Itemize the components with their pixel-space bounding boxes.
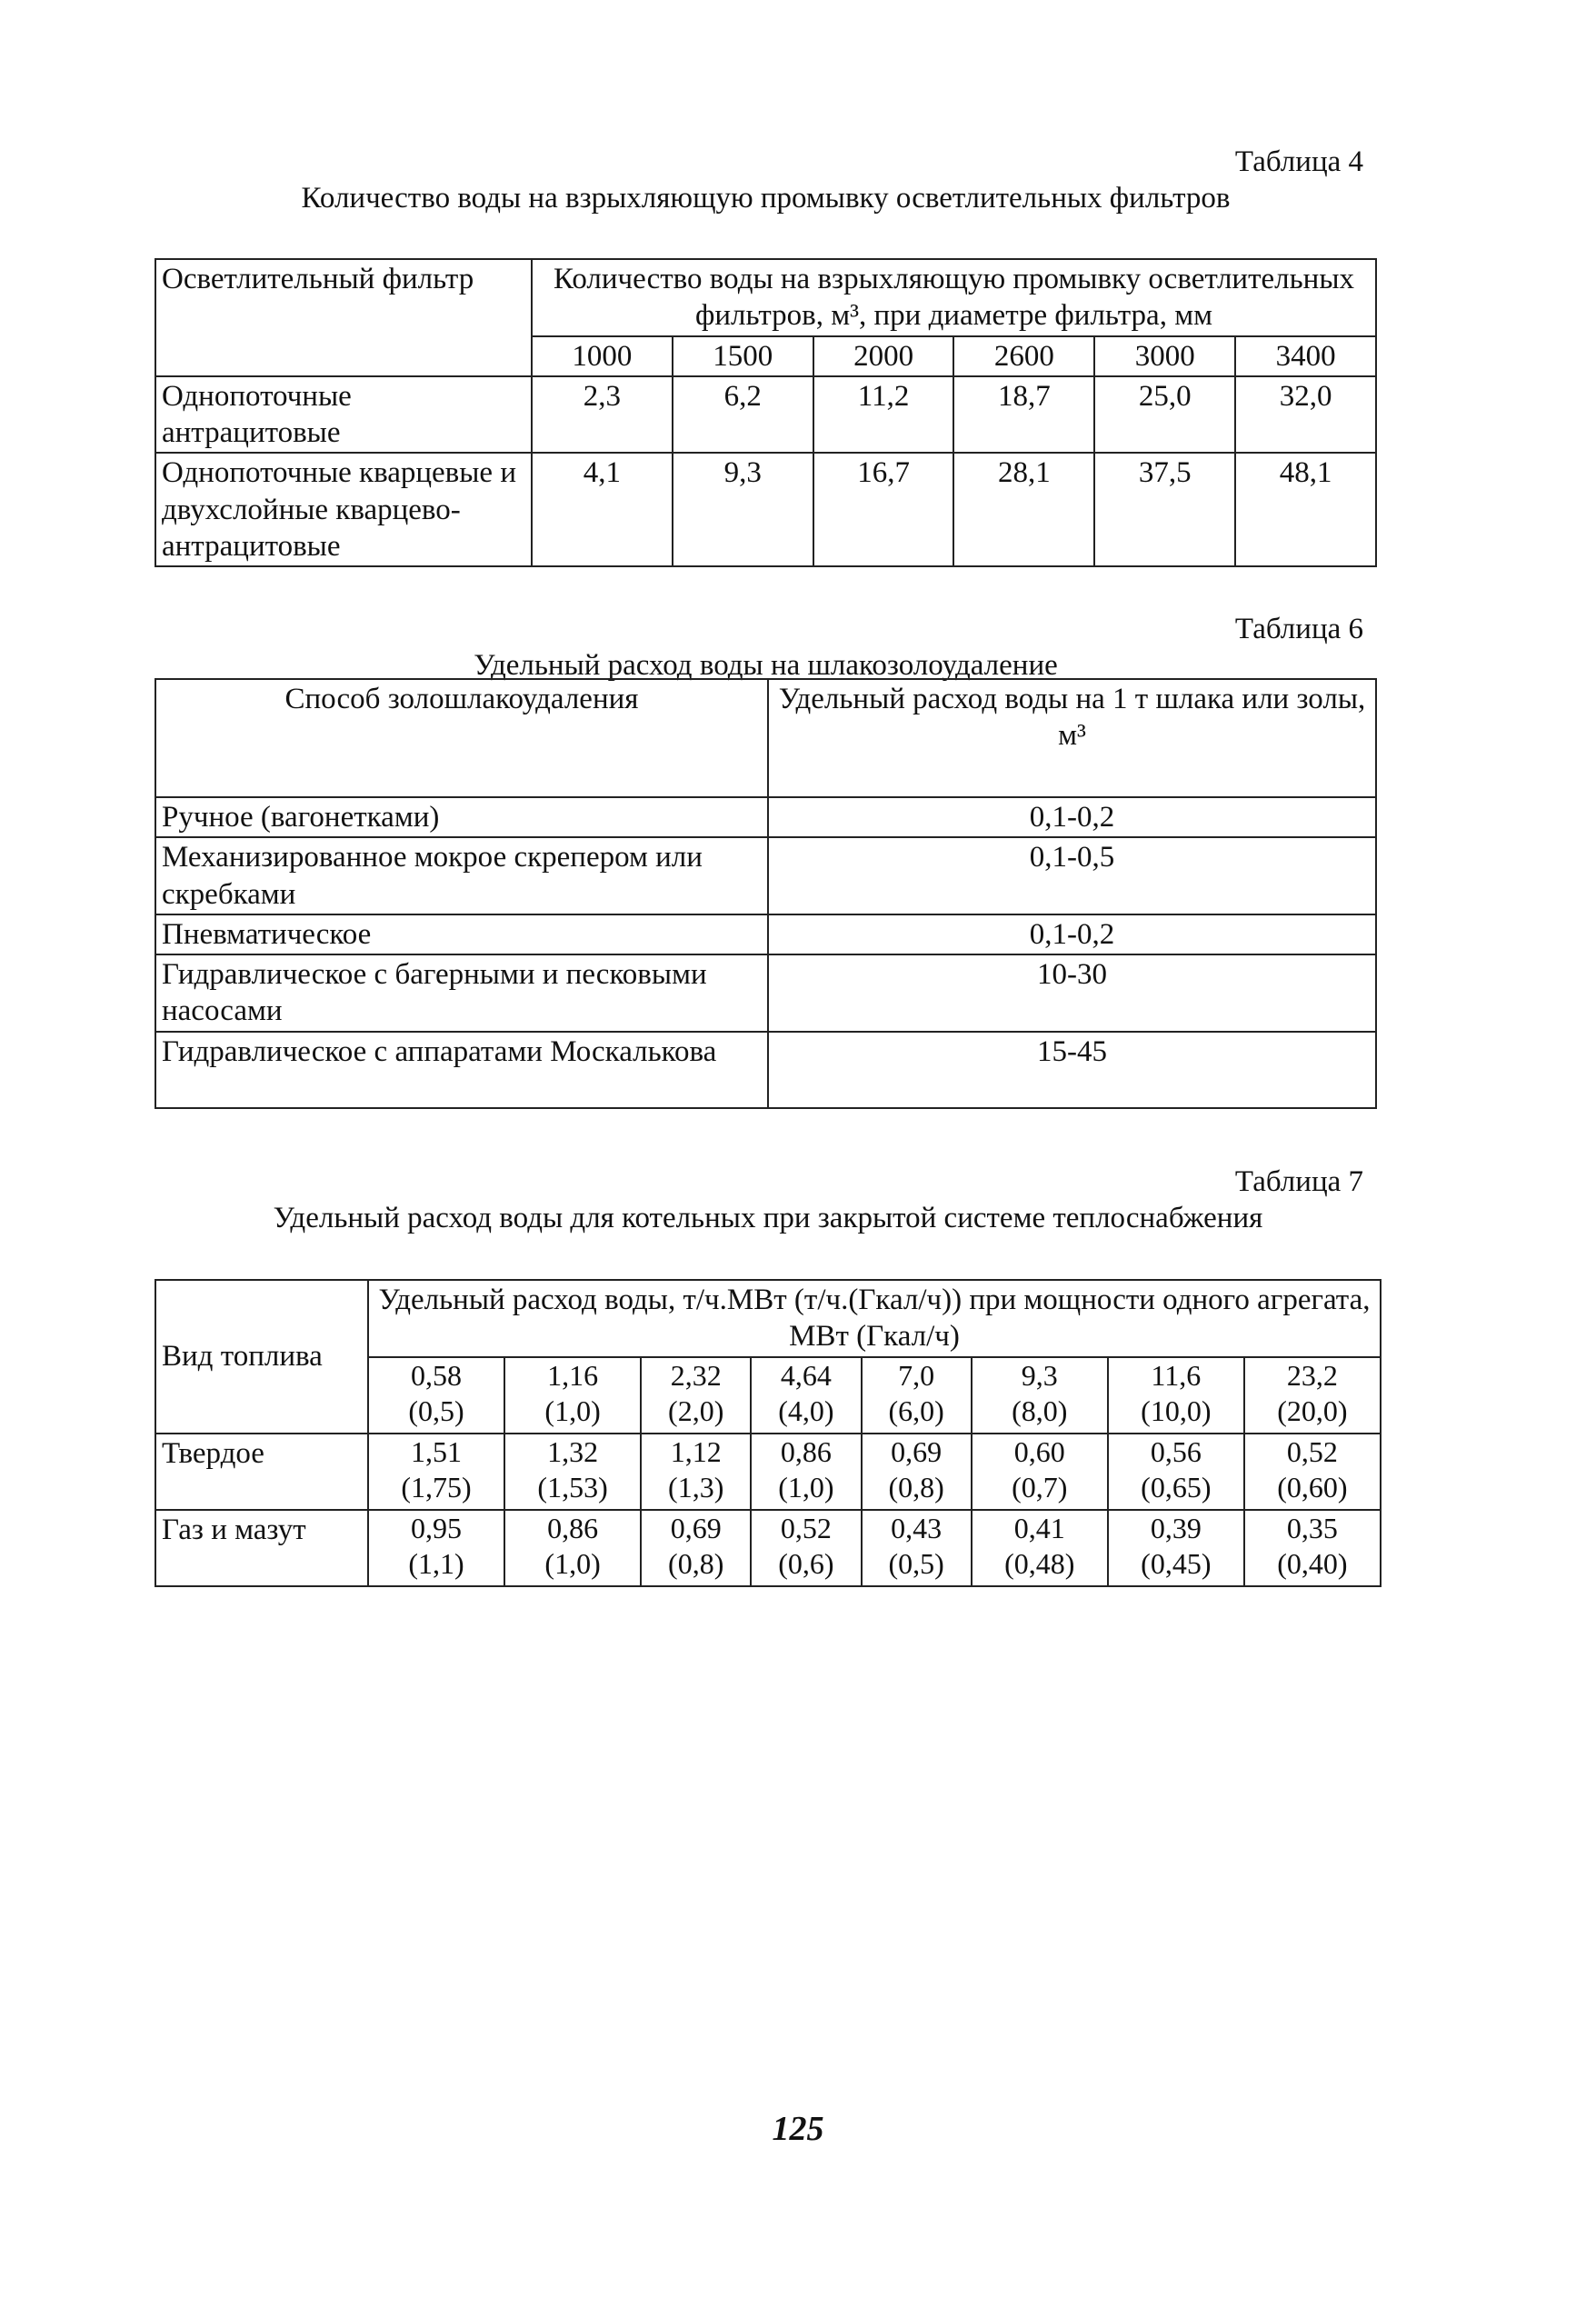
table6-row-label: Гидравлическое с аппаратами Москалькова [155,1032,768,1108]
table4-cell: 25,0 [1094,376,1235,454]
table7-header-fuel: Вид топлива [155,1280,368,1434]
table-row [155,837,1376,914]
cell-b: (1,0) [544,1546,601,1580]
table4-title: Количество воды на взрыхляющую промывку осветлительных фильтров [301,182,1231,215]
table4-cell: 28,1 [953,453,1094,566]
table7-cell [641,1510,751,1586]
power-mw: 0,58 [411,1358,463,1392]
cell-a: 1,12 [670,1434,722,1468]
power-gcal: (2,0) [668,1394,724,1427]
table4-diameter: 2000 [813,336,954,376]
table7-cell [504,1434,641,1510]
table7-title: Удельный расход воды для котельных при закрытой системе теплоснабжения [273,1202,1263,1234]
table7-cell [1244,1434,1381,1510]
table7-power [1244,1357,1381,1434]
table7-caption: Таблица 7 [1234,1165,1363,1198]
table7-cell [504,1510,641,1586]
table4-cell: 11,2 [813,376,954,454]
table4-cell: 32,0 [1235,376,1376,454]
table6-row-label: Гидравлическое с багерными и песковыми насосами [155,954,768,1032]
table7-cell [641,1434,751,1510]
table7-cell [972,1510,1108,1586]
cell-a: 1,51 [411,1434,463,1468]
table7-cell [972,1434,1108,1510]
table6-cell: 15-45 [768,1032,1376,1108]
table4-caption: Таблица 4 [1234,145,1363,178]
table4-cell: 4,1 [532,453,673,566]
table7-cell [751,1510,861,1586]
cell-a: 0,69 [891,1434,943,1468]
table7-power [862,1357,972,1434]
table7-cell [862,1434,972,1510]
power-mw: 9,3 [1021,1358,1058,1392]
table4 [155,258,1377,567]
table-row [155,1510,1381,1586]
cell-a: 0,43 [891,1511,943,1544]
table7-power [504,1357,641,1434]
cell-a: 0,86 [780,1434,832,1468]
power-gcal: (20,0) [1277,1394,1348,1427]
table4-cell: 16,7 [813,453,954,566]
power-mw: 2,32 [670,1358,722,1392]
table-row [155,914,1376,954]
table4-diameter: 3400 [1235,336,1376,376]
table-row [155,1032,1376,1108]
table4-row-label: Однопоточные антрацитовые [155,376,532,454]
cell-a: 0,52 [780,1511,832,1544]
power-mw: 1,16 [547,1358,599,1392]
cell-a: 0,52 [1286,1434,1338,1468]
table4-cell: 18,7 [953,376,1094,454]
table4-cell: 2,3 [532,376,673,454]
power-gcal: (0,5) [408,1394,464,1427]
table6-header-consumption: Удельный расход воды на 1 т шлака или золы, м³ [768,679,1376,797]
table6-header-method: Способ золошлакоудаления [155,679,768,797]
power-gcal: (4,0) [778,1394,834,1427]
table4-cell: 6,2 [673,376,813,454]
table7-power [1108,1357,1244,1434]
table6-caption: Таблица 6 [1234,613,1363,645]
cell-b: (1,3) [668,1470,724,1504]
table7-cell [751,1434,861,1510]
cell-b: (0,7) [1012,1470,1068,1504]
table6-cell: 0,1-0,2 [768,914,1376,954]
table7-cell [1244,1510,1381,1586]
cell-b: (1,53) [537,1470,608,1504]
power-mw: 7,0 [898,1358,935,1392]
cell-b: (1,1) [408,1546,464,1580]
power-mw: 23,2 [1286,1358,1338,1392]
page-number: 125 [772,2110,824,2148]
table4-cell: 48,1 [1235,453,1376,566]
table4-row-label: Однопоточные кварцевые и двухслойные кварцево-антрацитовые [155,453,532,566]
table4-header-filter: Осветлительный фильтр [155,259,532,376]
power-gcal: (8,0) [1012,1394,1068,1427]
cell-a: 0,56 [1150,1434,1202,1468]
cell-a: 0,35 [1286,1511,1338,1544]
table6-cell: 0,1-0,2 [768,797,1376,837]
cell-a: 1,32 [547,1434,599,1468]
cell-b: (0,48) [1004,1546,1075,1580]
table7-cell [368,1510,504,1586]
cell-b: (0,65) [1141,1470,1212,1504]
cell-a: 0,39 [1150,1511,1202,1544]
cell-b: (1,0) [778,1470,834,1504]
cell-b: (0,8) [668,1546,724,1580]
cell-b: (0,6) [778,1546,834,1580]
table6-cell: 0,1-0,5 [768,837,1376,914]
table-row [155,376,1376,454]
table6-title: Удельный расход воды на шлакозолоудаление [474,649,1058,682]
table7-power [641,1357,751,1434]
cell-b: (0,60) [1277,1470,1348,1504]
table-row [155,954,1376,1032]
power-gcal: (1,0) [544,1394,601,1427]
table4-header-group: Количество воды на взрыхляющую промывку осветлительных фильтров, м³, при диаметре фильтра, мм [532,259,1376,336]
table4-diameter: 3000 [1094,336,1235,376]
power-mw: 11,6 [1151,1358,1202,1392]
table7-cell [1108,1434,1244,1510]
cell-a: 0,60 [1013,1434,1065,1468]
cell-b: (0,45) [1141,1546,1212,1580]
table4-cell: 37,5 [1094,453,1235,566]
power-gcal: (6,0) [888,1394,944,1427]
table4-diameter: 1000 [532,336,673,376]
table6-row-label: Пневматическое [155,914,768,954]
cell-b: (0,40) [1277,1546,1348,1580]
table7-cell [862,1510,972,1586]
table6-cell: 10-30 [768,954,1376,1032]
table7-cell [1108,1510,1244,1586]
cell-a: 0,86 [547,1511,599,1544]
cell-b: (1,75) [401,1470,472,1504]
table-row [155,1434,1381,1510]
table7-row-label: Твердое [155,1434,368,1510]
table7-cell [368,1434,504,1510]
table4-cell: 9,3 [673,453,813,566]
table7-header-group: Удельный расход воды, т/ч.МВт (т/ч.(Гкал/ч)) при мощности одного агрегата, МВт (Гкал/ч) [368,1280,1381,1357]
table6 [155,678,1377,1109]
table4-diameter: 2600 [953,336,1094,376]
table7-power [972,1357,1108,1434]
table7-power [751,1357,861,1434]
table7-power [368,1357,504,1434]
table-row [155,453,1376,566]
table6-row-label: Механизированное мокрое скрепером или скребками [155,837,768,914]
table7-row-label: Газ и мазут [155,1510,368,1586]
table6-row-label: Ручное (вагонетками) [155,797,768,837]
table7 [155,1279,1382,1587]
cell-b: (0,8) [888,1470,944,1504]
cell-b: (0,5) [888,1546,944,1580]
power-mw: 4,64 [780,1358,832,1392]
cell-a: 0,69 [670,1511,722,1544]
table-row [155,797,1376,837]
table4-diameter: 1500 [673,336,813,376]
power-gcal: (10,0) [1141,1394,1212,1427]
cell-a: 0,41 [1013,1511,1065,1544]
cell-a: 0,95 [411,1511,463,1544]
